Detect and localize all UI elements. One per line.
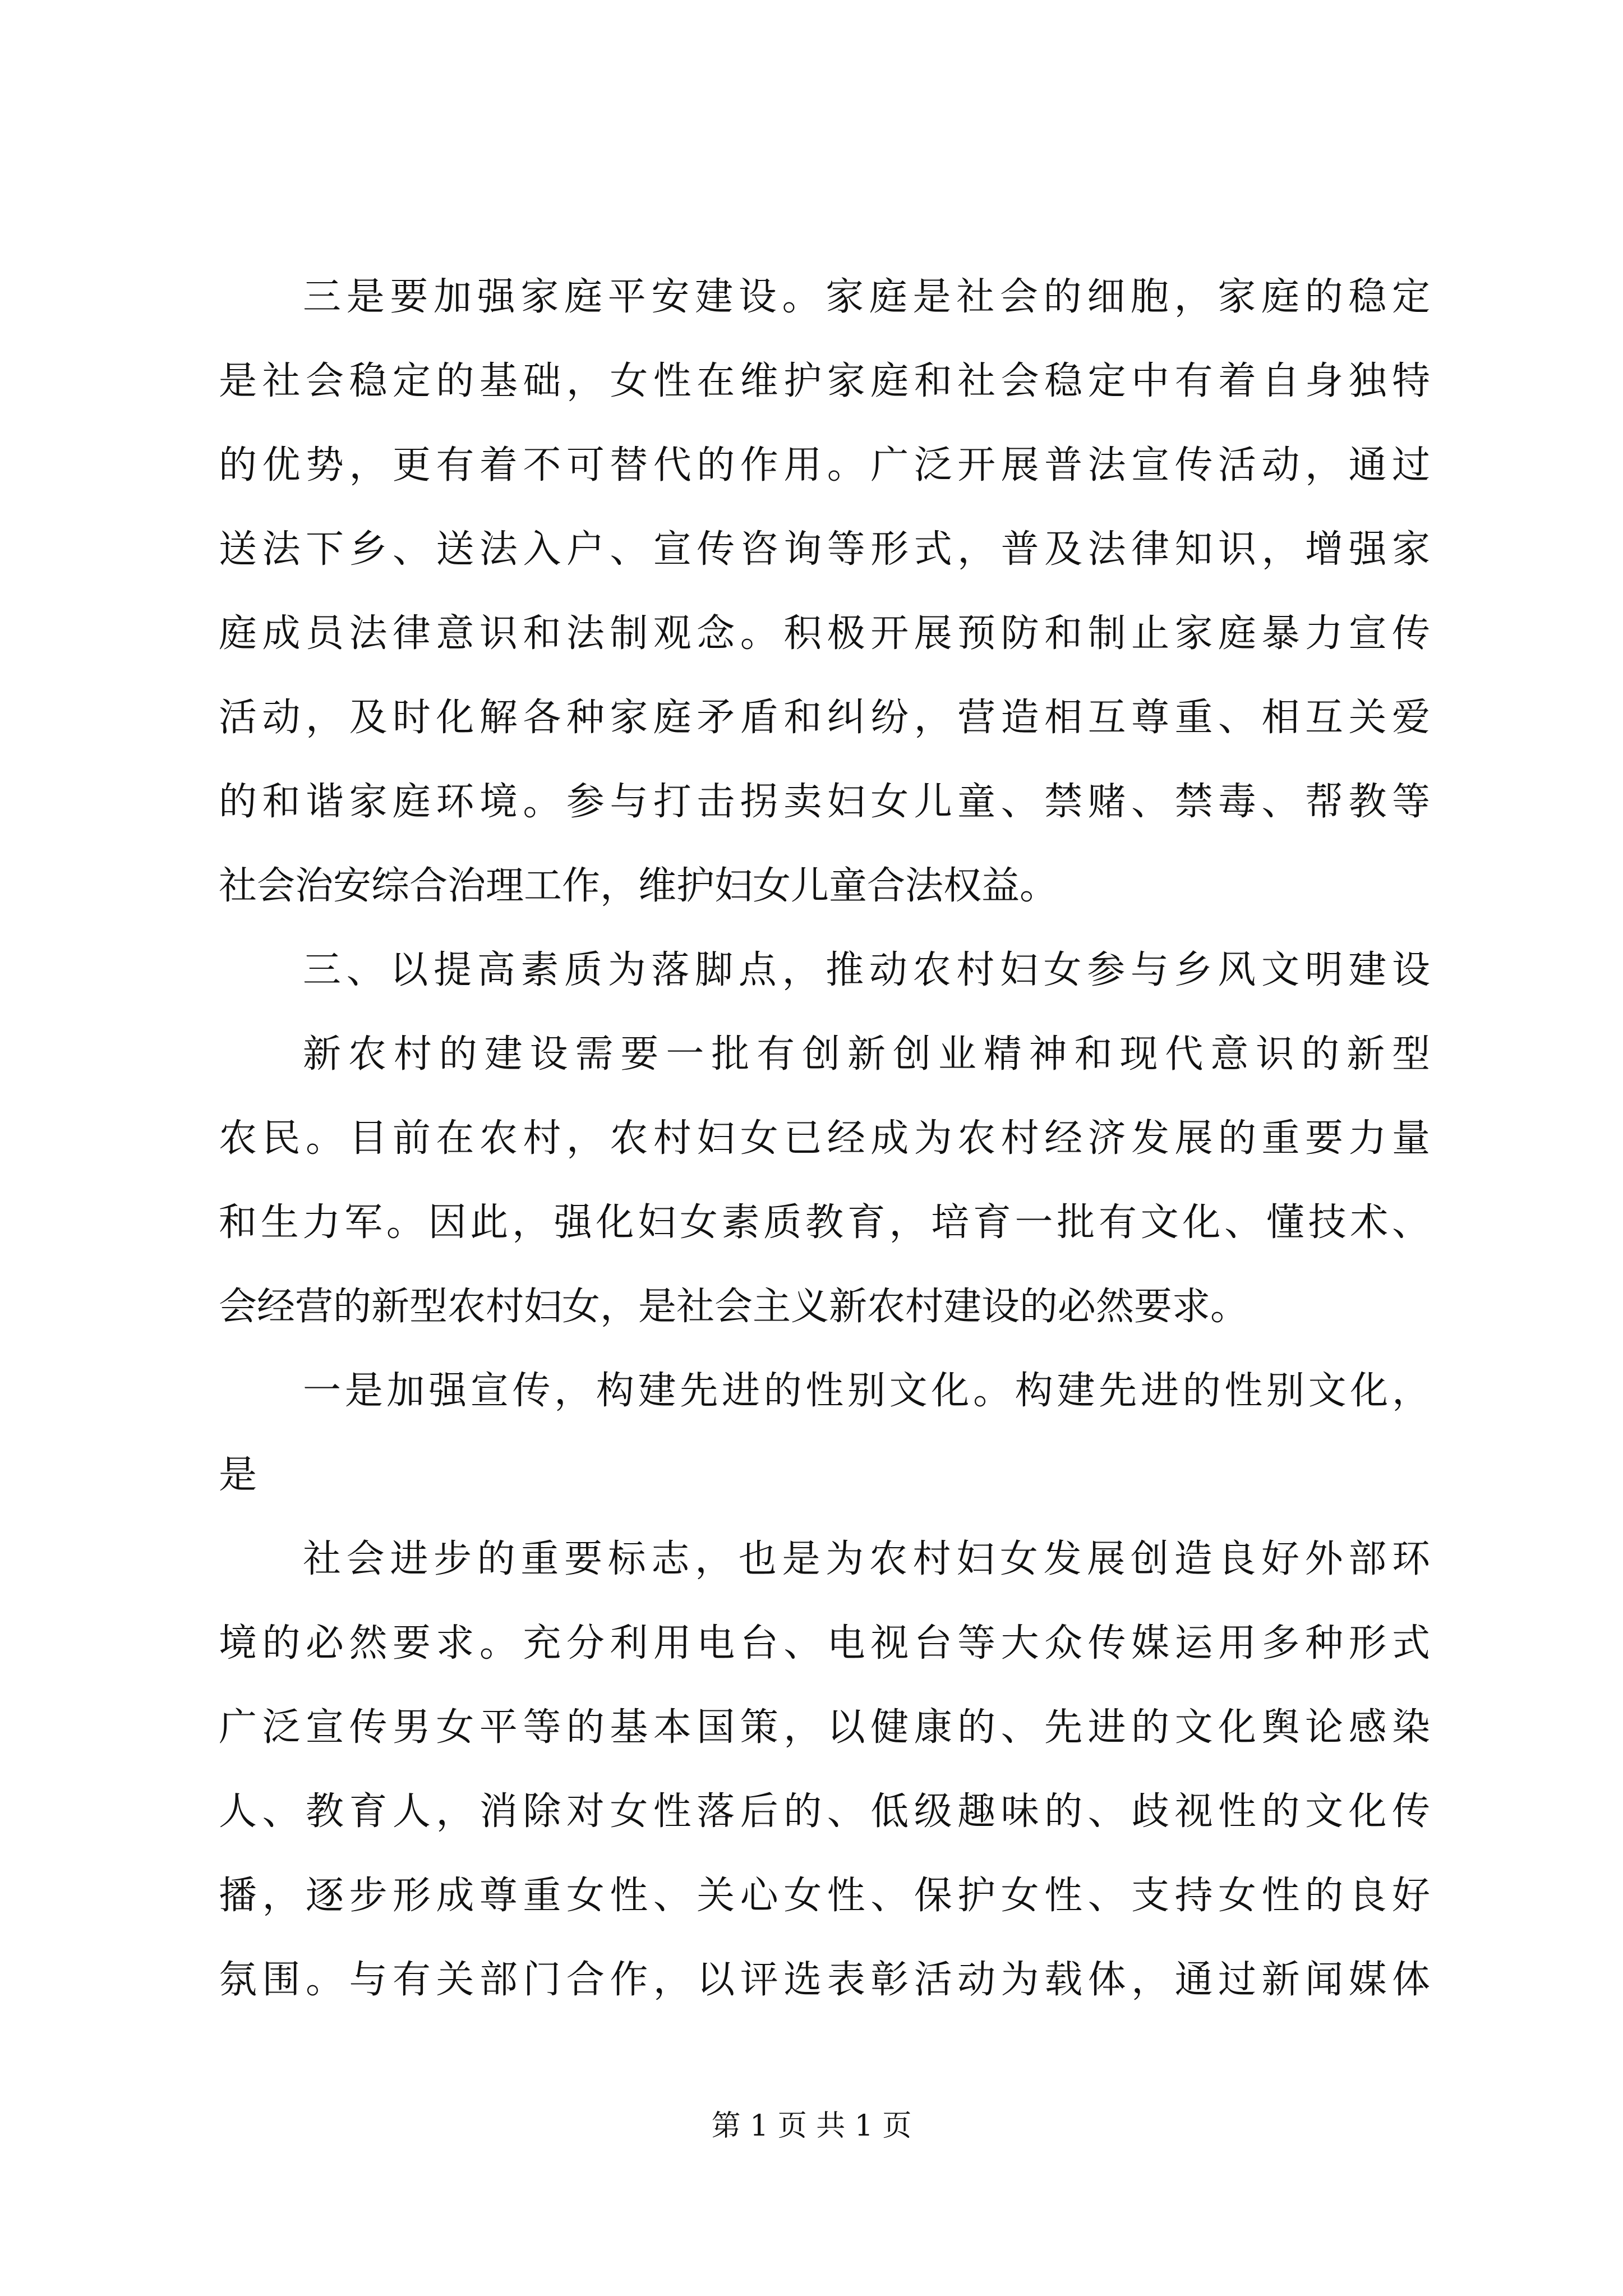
paragraph-line: 的和谐家庭环境。参与打击拐卖妇女儿童、禁赌、禁毒、帮教等	[219, 780, 1430, 824]
page-number-footer: 第 1 页 共 1 页	[711, 2109, 912, 2143]
paragraph-line: 农民。目前在农村，农村妇女已经成为农村经济发展的重要力量	[219, 1116, 1430, 1161]
paragraph-line: 庭成员法律意识和法制观念。积极开展预防和制止家庭暴力宣传	[219, 611, 1430, 656]
paragraph-line: 人、教育人，消除对女性落后的、低级趣味的、歧视性的文化传	[219, 1789, 1430, 1834]
paragraph-line: 新农村的建设需要一批有创新创业精神和现代意识的新型	[303, 1032, 1430, 1076]
paragraph-line: 境的必然要求。充分利用电台、电视台等大众传媒运用多种形式	[219, 1621, 1430, 1665]
paragraph-line: 的优势，更有着不可替代的作用。广泛开展普法宣传活动，通过	[219, 443, 1430, 487]
paragraph-line: 一是加强宣传，构建先进的性别文化。构建先进的性别文化，	[303, 1369, 1430, 1413]
paragraph-line: 广泛宣传男女平等的基本国策，以健康的、先进的文化舆论感染	[219, 1705, 1430, 1750]
paragraph-line: 是	[219, 1453, 257, 1497]
paragraph-line: 会经营的新型农村妇女，是社会主义新农村建设的必然要求。	[219, 1285, 1249, 1329]
paragraph-line: 播，逐步形成尊重女性、关心女性、保护女性、支持女性的良好	[219, 1874, 1430, 1918]
paragraph-line: 送法下乡、送法入户、宣传咨询等形式，普及法律知识，增强家	[219, 527, 1430, 572]
paragraph-line: 是社会稳定的基础，女性在维护家庭和社会稳定中有着自身独特	[219, 359, 1430, 403]
paragraph-line: 活动，及时化解各种家庭矛盾和纠纷，营造相互尊重、相互关爱	[219, 696, 1430, 740]
section-heading: 三、以提高素质为落脚点，推动农村妇女参与乡风文明建设	[303, 948, 1430, 992]
paragraph-line: 社会进步的重要标志，也是为农村妇女发展创造良好外部环	[303, 1537, 1430, 1581]
paragraph-line: 氛围。与有关部门合作，以评选表彰活动为载体，通过新闻媒体	[219, 1958, 1430, 2002]
paragraph-line: 社会治安综合治理工作，维护妇女儿童合法权益。	[219, 864, 1058, 908]
paragraph-line: 三是要加强家庭平安建设。家庭是社会的细胞，家庭的稳定	[303, 275, 1430, 319]
paragraph-line: 和生力军。因此，强化妇女素质教育，培育一批有文化、懂技术、	[219, 1200, 1430, 1245]
